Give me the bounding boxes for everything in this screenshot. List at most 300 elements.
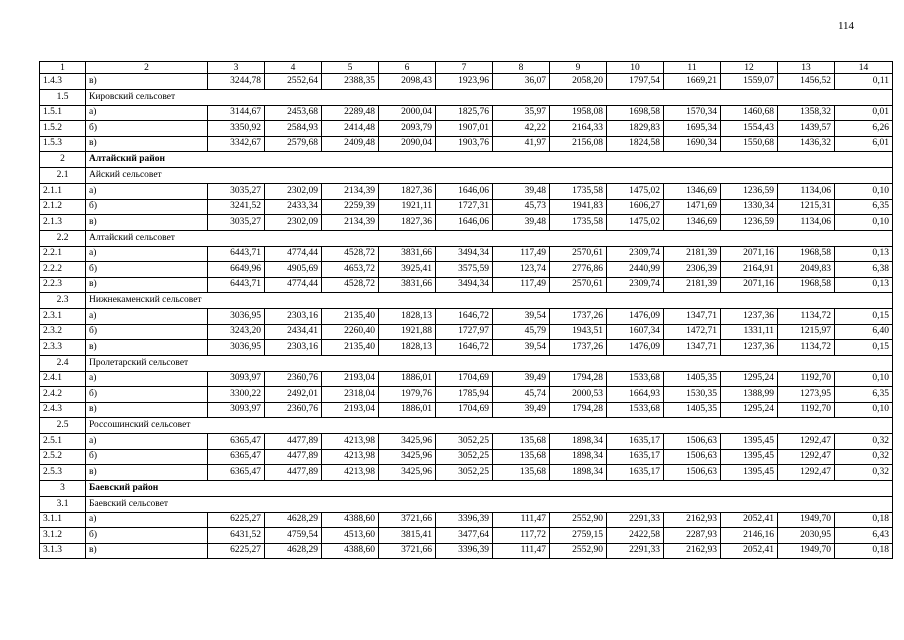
value-cell: 39,54 (493, 340, 550, 356)
row-code: 2.5.2 (40, 449, 86, 465)
row-label: в) (86, 74, 208, 90)
column-number: 8 (493, 62, 550, 74)
section-title: Алтайский сельсовет (86, 230, 893, 246)
value-cell: 2570,61 (550, 246, 607, 262)
row-label: в) (86, 215, 208, 231)
table-row (40, 277, 893, 293)
column-number: 4 (265, 62, 322, 74)
value-cell: 1824,58 (607, 136, 664, 152)
row-code: 2.1.2 (40, 199, 86, 215)
value-cell: 1347,71 (664, 309, 721, 325)
value-cell: 3925,41 (379, 262, 436, 278)
value-cell: 6225,27 (208, 512, 265, 528)
value-cell: 6365,47 (208, 465, 265, 481)
value-cell: 41,97 (493, 136, 550, 152)
value-cell: 0,32 (835, 449, 893, 465)
row-code: 2.5 (40, 418, 86, 434)
column-number: 9 (550, 62, 607, 74)
value-cell: 2181,39 (664, 246, 721, 262)
value-cell: 42,22 (493, 121, 550, 137)
row-label: а) (86, 184, 208, 200)
value-cell: 1898,34 (550, 465, 607, 481)
value-cell: 1827,36 (379, 184, 436, 200)
row-label: а) (86, 512, 208, 528)
value-cell: 6649,96 (208, 262, 265, 278)
value-cell: 6431,52 (208, 528, 265, 544)
value-cell: 2453,68 (265, 105, 322, 121)
value-cell: 45,74 (493, 387, 550, 403)
value-cell: 1979,76 (379, 387, 436, 403)
column-number: 7 (436, 62, 493, 74)
value-cell: 0,01 (835, 105, 893, 121)
value-cell: 1346,69 (664, 215, 721, 231)
value-cell: 1695,34 (664, 121, 721, 137)
value-cell: 2291,33 (607, 543, 664, 559)
value-cell: 2552,64 (265, 74, 322, 90)
value-cell: 3243,20 (208, 324, 265, 340)
value-cell: 2090,04 (379, 136, 436, 152)
value-cell: 1797,54 (607, 74, 664, 90)
column-number: 6 (379, 62, 436, 74)
value-cell: 2093,79 (379, 121, 436, 137)
value-cell: 4213,98 (322, 449, 379, 465)
table-row (40, 184, 893, 200)
value-cell: 6365,47 (208, 449, 265, 465)
value-cell: 4528,72 (322, 246, 379, 262)
value-cell: 1192,70 (778, 371, 835, 387)
table-row (40, 309, 893, 325)
value-cell: 135,68 (493, 449, 550, 465)
table-row (40, 449, 893, 465)
value-cell: 0,11 (835, 74, 893, 90)
table-row (40, 324, 893, 340)
column-number: 12 (721, 62, 778, 74)
value-cell: 2388,35 (322, 74, 379, 90)
value-cell: 4213,98 (322, 465, 379, 481)
row-label: в) (86, 340, 208, 356)
column-number: 2 (86, 62, 208, 74)
value-cell: 0,15 (835, 340, 893, 356)
value-cell: 1395,45 (721, 465, 778, 481)
value-cell: 1192,70 (778, 402, 835, 418)
value-cell: 0,18 (835, 512, 893, 528)
value-cell: 3425,96 (379, 449, 436, 465)
value-cell: 3477,64 (436, 528, 493, 544)
table-row (40, 512, 893, 528)
value-cell: 1829,83 (607, 121, 664, 137)
table-row (40, 215, 893, 231)
value-cell: 1331,11 (721, 324, 778, 340)
value-cell: 2058,20 (550, 74, 607, 90)
value-cell: 0,10 (835, 215, 893, 231)
section-title: Кировский сельсовет (86, 89, 893, 105)
value-cell: 1921,88 (379, 324, 436, 340)
value-cell: 1237,36 (721, 340, 778, 356)
value-cell: 1794,28 (550, 371, 607, 387)
value-cell: 1923,96 (436, 74, 493, 90)
value-cell: 0,10 (835, 371, 893, 387)
value-cell: 1898,34 (550, 434, 607, 450)
row-code: 2.1.1 (40, 184, 86, 200)
value-cell: 1292,47 (778, 449, 835, 465)
value-cell: 4528,72 (322, 277, 379, 293)
value-cell: 2360,76 (265, 371, 322, 387)
value-cell: 1737,26 (550, 309, 607, 325)
value-cell: 111,47 (493, 512, 550, 528)
value-cell: 1476,09 (607, 340, 664, 356)
value-cell: 1968,58 (778, 246, 835, 262)
value-cell: 1506,63 (664, 449, 721, 465)
value-cell: 1949,70 (778, 512, 835, 528)
value-cell: 1554,43 (721, 121, 778, 137)
value-cell: 0,18 (835, 543, 893, 559)
value-cell: 4477,89 (265, 434, 322, 450)
value-cell: 6225,27 (208, 543, 265, 559)
value-cell: 1436,32 (778, 136, 835, 152)
value-cell: 2302,09 (265, 184, 322, 200)
value-cell: 3425,96 (379, 465, 436, 481)
value-cell: 2433,34 (265, 199, 322, 215)
value-cell: 2440,99 (607, 262, 664, 278)
column-number: 11 (664, 62, 721, 74)
section-title: Баевский сельсовет (86, 496, 893, 512)
row-code: 3.1.1 (40, 512, 86, 528)
value-cell: 1825,76 (436, 105, 493, 121)
value-cell: 1704,69 (436, 402, 493, 418)
value-cell: 3052,25 (436, 434, 493, 450)
row-code: 2.3.1 (40, 309, 86, 325)
value-cell: 4388,60 (322, 543, 379, 559)
value-cell: 0,32 (835, 465, 893, 481)
value-cell: 1646,06 (436, 184, 493, 200)
row-code: 1.5.1 (40, 105, 86, 121)
row-label: б) (86, 324, 208, 340)
value-cell: 1456,52 (778, 74, 835, 90)
value-cell: 1475,02 (607, 215, 664, 231)
value-cell: 3350,92 (208, 121, 265, 137)
value-cell: 2776,86 (550, 262, 607, 278)
value-cell: 1664,93 (607, 387, 664, 403)
row-label: а) (86, 105, 208, 121)
value-cell: 1941,83 (550, 199, 607, 215)
column-number: 3 (208, 62, 265, 74)
value-cell: 3093,97 (208, 402, 265, 418)
value-cell: 117,72 (493, 528, 550, 544)
value-cell: 1134,06 (778, 184, 835, 200)
row-code: 1.4.3 (40, 74, 86, 90)
section-row (40, 496, 893, 512)
value-cell: 1236,59 (721, 215, 778, 231)
region-row (40, 152, 893, 168)
table-row (40, 262, 893, 278)
column-number: 1 (40, 62, 86, 74)
value-cell: 3035,27 (208, 184, 265, 200)
row-label: б) (86, 449, 208, 465)
value-cell: 2071,16 (721, 246, 778, 262)
value-cell: 1646,72 (436, 340, 493, 356)
value-cell: 1646,06 (436, 215, 493, 231)
value-cell: 1471,69 (664, 199, 721, 215)
row-code: 2.4 (40, 355, 86, 371)
table-row (40, 74, 893, 90)
value-cell: 1506,63 (664, 434, 721, 450)
row-label: б) (86, 528, 208, 544)
value-cell: 1134,72 (778, 340, 835, 356)
value-cell: 1295,24 (721, 402, 778, 418)
value-cell: 3052,25 (436, 449, 493, 465)
value-cell: 2193,04 (322, 402, 379, 418)
row-code: 2 (40, 152, 86, 168)
row-code: 2.3.2 (40, 324, 86, 340)
value-cell: 2134,39 (322, 215, 379, 231)
value-cell: 1698,58 (607, 105, 664, 121)
value-cell: 6,38 (835, 262, 893, 278)
value-cell: 1347,71 (664, 340, 721, 356)
row-code: 2.5.1 (40, 434, 86, 450)
value-cell: 3036,95 (208, 309, 265, 325)
row-code: 1.5 (40, 89, 86, 105)
value-cell: 1827,36 (379, 215, 436, 231)
value-cell: 36,07 (493, 74, 550, 90)
row-code: 2.5.3 (40, 465, 86, 481)
value-cell: 1785,94 (436, 387, 493, 403)
value-cell: 2492,01 (265, 387, 322, 403)
column-number: 14 (835, 62, 893, 74)
value-cell: 2135,40 (322, 309, 379, 325)
value-cell: 2302,09 (265, 215, 322, 231)
row-code: 3.1.3 (40, 543, 86, 559)
value-cell: 1550,68 (721, 136, 778, 152)
table-row (40, 199, 893, 215)
value-cell: 1292,47 (778, 434, 835, 450)
table-body (40, 62, 893, 559)
value-cell: 1533,68 (607, 371, 664, 387)
row-code: 2.1 (40, 168, 86, 184)
value-cell: 45,73 (493, 199, 550, 215)
value-cell: 2409,48 (322, 136, 379, 152)
value-cell: 1735,58 (550, 184, 607, 200)
value-cell: 0,15 (835, 309, 893, 325)
table-row (40, 246, 893, 262)
value-cell: 1530,35 (664, 387, 721, 403)
value-cell: 0,13 (835, 246, 893, 262)
value-cell: 1346,69 (664, 184, 721, 200)
value-cell: 39,48 (493, 215, 550, 231)
value-cell: 1405,35 (664, 402, 721, 418)
value-cell: 3396,39 (436, 512, 493, 528)
section-row (40, 418, 893, 434)
value-cell: 3721,66 (379, 543, 436, 559)
row-label: б) (86, 121, 208, 137)
value-cell: 1898,34 (550, 449, 607, 465)
value-cell: 4213,98 (322, 434, 379, 450)
value-cell: 4628,29 (265, 512, 322, 528)
value-cell: 2306,39 (664, 262, 721, 278)
value-cell: 123,74 (493, 262, 550, 278)
value-cell: 1134,72 (778, 309, 835, 325)
value-cell: 1506,63 (664, 465, 721, 481)
value-cell: 2146,16 (721, 528, 778, 544)
value-cell: 1635,17 (607, 465, 664, 481)
row-code: 3.1 (40, 496, 86, 512)
value-cell: 6443,71 (208, 246, 265, 262)
row-code: 1.5.2 (40, 121, 86, 137)
value-cell: 1215,97 (778, 324, 835, 340)
value-cell: 1943,51 (550, 324, 607, 340)
value-cell: 2259,39 (322, 199, 379, 215)
value-cell: 45,79 (493, 324, 550, 340)
value-cell: 6,01 (835, 136, 893, 152)
value-cell: 1475,02 (607, 184, 664, 200)
value-cell: 2162,93 (664, 512, 721, 528)
value-cell: 1737,26 (550, 340, 607, 356)
value-cell: 1727,31 (436, 199, 493, 215)
value-cell: 1635,17 (607, 434, 664, 450)
value-cell: 2552,90 (550, 543, 607, 559)
value-cell: 2291,33 (607, 512, 664, 528)
value-cell: 2000,53 (550, 387, 607, 403)
value-cell: 3036,95 (208, 340, 265, 356)
value-cell: 2193,04 (322, 371, 379, 387)
value-cell: 135,68 (493, 434, 550, 450)
table-row (40, 465, 893, 481)
region-row (40, 480, 893, 496)
value-cell: 2303,16 (265, 340, 322, 356)
value-cell: 2309,74 (607, 246, 664, 262)
value-cell: 1395,45 (721, 434, 778, 450)
value-cell: 39,48 (493, 184, 550, 200)
value-cell: 1886,01 (379, 402, 436, 418)
value-cell: 2422,58 (607, 528, 664, 544)
value-cell: 3815,41 (379, 528, 436, 544)
value-cell: 1559,07 (721, 74, 778, 90)
value-cell: 2309,74 (607, 277, 664, 293)
value-cell: 3575,59 (436, 262, 493, 278)
value-cell: 2414,48 (322, 121, 379, 137)
value-cell: 2098,43 (379, 74, 436, 90)
value-cell: 2287,93 (664, 528, 721, 544)
value-cell: 2759,15 (550, 528, 607, 544)
row-label: а) (86, 371, 208, 387)
value-cell: 3300,22 (208, 387, 265, 403)
table-row (40, 105, 893, 121)
value-cell: 1570,34 (664, 105, 721, 121)
row-code: 2.1.3 (40, 215, 86, 231)
value-cell: 6,43 (835, 528, 893, 544)
section-title: Пролетарский сельсовет (86, 355, 893, 371)
value-cell: 1704,69 (436, 371, 493, 387)
value-cell: 1215,31 (778, 199, 835, 215)
value-cell: 6365,47 (208, 434, 265, 450)
table-row (40, 121, 893, 137)
row-code: 3 (40, 480, 86, 496)
value-cell: 135,68 (493, 465, 550, 481)
value-cell: 1236,59 (721, 184, 778, 200)
table-row (40, 136, 893, 152)
row-code: 2.4.3 (40, 402, 86, 418)
row-code: 3.1.2 (40, 528, 86, 544)
page-number: 114 (837, 20, 855, 32)
value-cell: 1476,09 (607, 309, 664, 325)
row-label: а) (86, 246, 208, 262)
value-cell: 4653,72 (322, 262, 379, 278)
value-cell: 6,26 (835, 121, 893, 137)
table-row (40, 387, 893, 403)
value-cell: 1635,17 (607, 449, 664, 465)
section-row (40, 89, 893, 105)
value-cell: 2134,39 (322, 184, 379, 200)
value-cell: 2135,40 (322, 340, 379, 356)
row-code: 2.2 (40, 230, 86, 246)
value-cell: 35,97 (493, 105, 550, 121)
value-cell: 1958,08 (550, 105, 607, 121)
value-cell: 1607,34 (607, 324, 664, 340)
value-cell: 4774,44 (265, 246, 322, 262)
section-row (40, 230, 893, 246)
row-code: 2.3.3 (40, 340, 86, 356)
value-cell: 6,35 (835, 199, 893, 215)
row-code: 1.5.3 (40, 136, 86, 152)
column-number: 10 (607, 62, 664, 74)
value-cell: 1472,71 (664, 324, 721, 340)
value-cell: 0,10 (835, 184, 893, 200)
section-title: Нижнекаменский сельсовет (86, 293, 893, 309)
section-title: Россошинский сельсовет (86, 418, 893, 434)
row-label: в) (86, 465, 208, 481)
value-cell: 1903,76 (436, 136, 493, 152)
value-cell: 2584,93 (265, 121, 322, 137)
value-cell: 4759,54 (265, 528, 322, 544)
value-cell: 3244,78 (208, 74, 265, 90)
table-row (40, 402, 893, 418)
region-title: Алтайский район (86, 152, 893, 168)
value-cell: 1292,47 (778, 465, 835, 481)
value-cell: 1735,58 (550, 215, 607, 231)
value-cell: 1358,32 (778, 105, 835, 121)
value-cell: 2318,04 (322, 387, 379, 403)
value-cell: 3425,96 (379, 434, 436, 450)
row-label: в) (86, 543, 208, 559)
value-cell: 1690,34 (664, 136, 721, 152)
row-code: 2.4.2 (40, 387, 86, 403)
value-cell: 2162,93 (664, 543, 721, 559)
value-cell: 3831,66 (379, 246, 436, 262)
value-cell: 2030,95 (778, 528, 835, 544)
value-cell: 4628,29 (265, 543, 322, 559)
value-cell: 2071,16 (721, 277, 778, 293)
value-cell: 3144,67 (208, 105, 265, 121)
row-label: в) (86, 136, 208, 152)
value-cell: 1237,36 (721, 309, 778, 325)
value-cell: 3241,52 (208, 199, 265, 215)
value-cell: 6443,71 (208, 277, 265, 293)
value-cell: 2052,41 (721, 512, 778, 528)
value-cell: 1886,01 (379, 371, 436, 387)
value-cell: 1295,24 (721, 371, 778, 387)
row-label: б) (86, 262, 208, 278)
value-cell: 1388,99 (721, 387, 778, 403)
value-cell: 2579,68 (265, 136, 322, 152)
value-cell: 2164,33 (550, 121, 607, 137)
section-row (40, 293, 893, 309)
value-cell: 1968,58 (778, 277, 835, 293)
value-cell: 1395,45 (721, 449, 778, 465)
value-cell: 2570,61 (550, 277, 607, 293)
value-cell: 3494,34 (436, 277, 493, 293)
value-cell: 39,54 (493, 309, 550, 325)
row-label: б) (86, 387, 208, 403)
value-cell: 1330,34 (721, 199, 778, 215)
